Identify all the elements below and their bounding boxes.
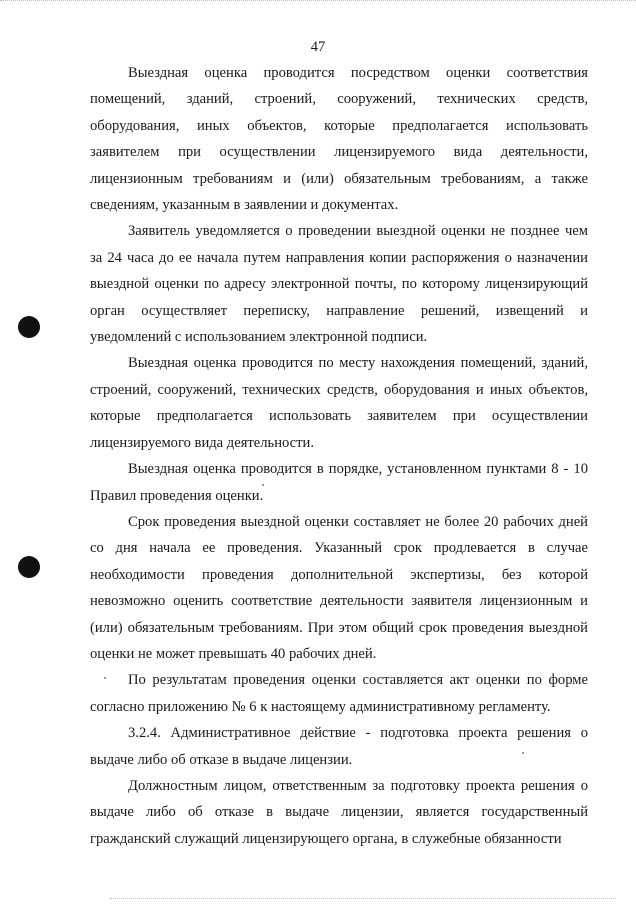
paragraph-assessment-act: По результатам проведения оценки составляется акт оценки по форме согласно приложению № 6 к настоящему административному регламенту. [90,672,588,715]
paragraph-responsible-official: Должностным лицом, ответственным за подготовку проекта решения о выдаче либо об отказе в выдаче лицензии, является государственный гражданский служащий лицензирующего органа, в служебные обязанности [90,777,588,847]
paragraph-applicant-notification: Заявитель уведомляется о проведении выездной оценки не позднее чем за 24 часа до ее начала путем направления копии распоряжения о назначении выездной оценки по адресу электронной почты, по которому лицензирующий орган осуществляет переписку, направление решений, извещений и уведомлений с использованием электронной подписи. [90,223,588,346]
scan-speck [522,752,524,754]
binder-hole-bottom [18,556,40,578]
scan-top-edge [0,0,636,5]
scan-speck [262,484,264,486]
paragraph-section-3-2-4: 3.2.4. Административное действие - подготовка проекта решения о выдаче либо об отказе в выдаче лицензии. [90,725,588,768]
page-number: 47 [310,39,326,55]
scan-bottom-edge [110,897,616,899]
paragraph-assessment-procedure: Выездная оценка проводится в порядке, установленном пунктами 8 - 10 Правил проведения оценки. [90,461,588,504]
paragraph-assessment-deadline: Срок проведения выездной оценки составляет не более 20 рабочих дней со дня начала ее проведения. Указанный срок продлевается в случае необходимости проведения дополнительной экспертизы, без которой невозможно оценить соответствие деятельности заявителя лицензионным и (или) обязательным требованиям. При этом общий срок проведения выездной оценки не может превышать 40 рабочих дней. [90,513,588,662]
scan-speck [104,677,106,679]
binder-hole-top [18,316,40,338]
paragraph-assessment-location: Выездная оценка проводится по месту нахождения помещений, зданий, строений, сооружений, технических средств, оборудования и иных объектов, которые предполагается использовать заявителем при осуществлении лицензируемого вида деятельности. [90,355,588,451]
paragraph-field-assessment-scope: Выездная оценка проводится посредством оценки соответствия помещений, зданий, строений, сооружений, технических средств, оборудования, иных объектов, которые предполагается использовать заявителем при осуществлении лицензируемого вида деятельности, лицензионным требованиям и (или) обязательным требованиям, а также сведениям, указанным в заявлении и документах. [90,65,588,214]
document-body [90,60,588,852]
